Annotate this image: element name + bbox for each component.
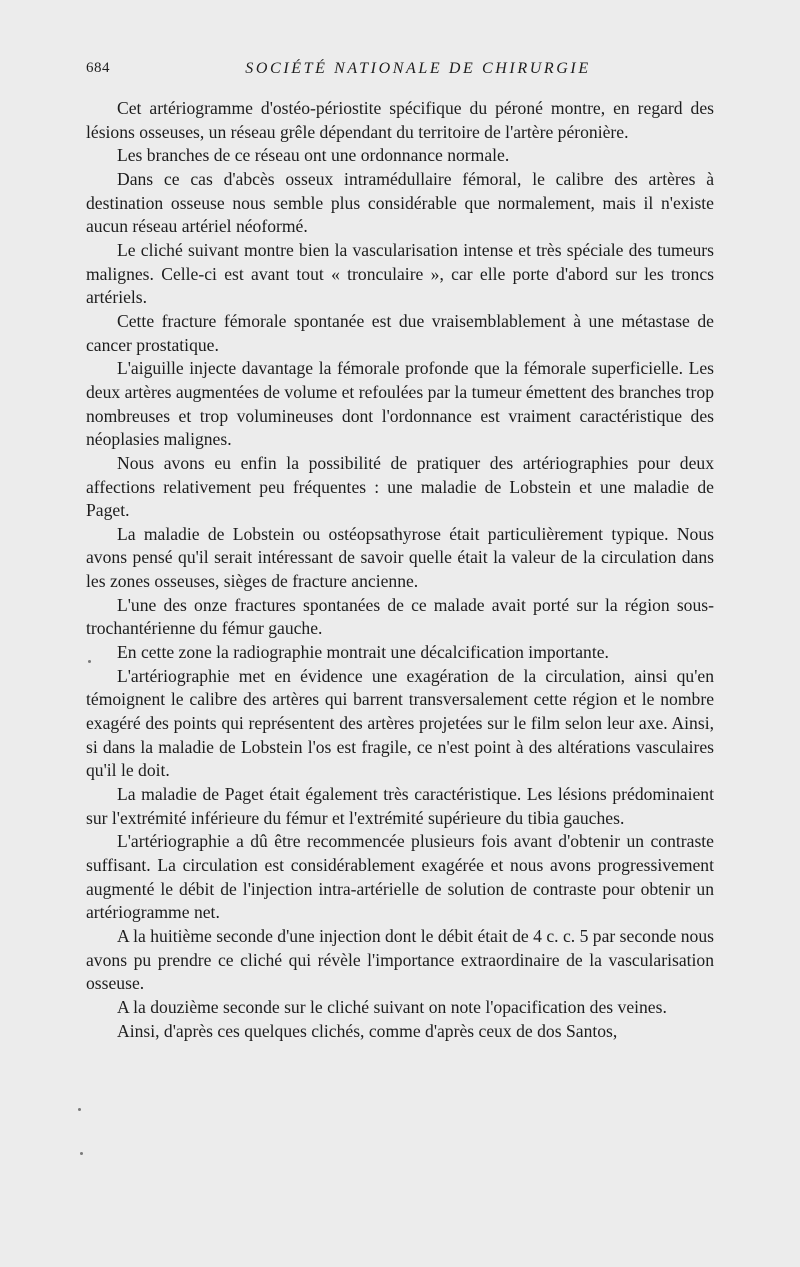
- print-speck: [78, 1108, 81, 1111]
- print-speck: [80, 1152, 83, 1155]
- paragraph: A la huitième seconde d'une injection dont le débit était de 4 c. c. 5 par seconde nous avons pu prendre ce cliché qui révèle l'importance extraordinaire de la vascularisation osseuse.: [86, 925, 714, 994]
- paragraph: La maladie de Paget était également très caractéristique. Les lésions prédominaient sur l'extrémité inférieure du fémur et l'extrémité supérieure du tibia gauches.: [86, 784, 714, 828]
- page-number: 684: [86, 60, 110, 76]
- body-text: [86, 97, 714, 1043]
- paragraph: Nous avons eu enfin la possibilité de pratiquer des artériographies pour deux affections relativement peu fréquentes : une maladie de Lobstein et une maladie de Paget.: [86, 452, 714, 521]
- paragraph: Le cliché suivant montre bien la vascularisation intense et très spéciale des tumeurs malignes. Celle-ci est avant tout « tronculaire », car elle porte d'abord sur les troncs artériels.: [86, 239, 714, 308]
- paragraph: En cette zone la radiographie montrait une décalcification importante.: [117, 642, 609, 663]
- paragraph: Dans ce cas d'abcès osseux intramédullaire fémoral, le calibre des artères à destination osseuse nous semble plus considérable que normalement, mais il n'existe aucun réseau artériel néoformé.: [86, 168, 714, 237]
- paragraph: Les branches de ce réseau ont une ordonnance normale.: [117, 145, 510, 166]
- paragraph: L'aiguille injecte davantage la fémorale profonde que la fémorale superficielle. Les deux artères augmentées de volume et refoulées par la tumeur émettent des branches trop nombreuses et trop volumineuses dont l'ordonnance est vraiment caractéristique des néoplasies malignes.: [86, 358, 714, 450]
- paragraph: L'une des onze fractures spontanées de ce malade avait porté sur la région sous-trochantérienne du fémur gauche.: [86, 594, 714, 639]
- paragraph: La maladie de Lobstein ou ostéopsathyrose était particulièrement typique. Nous avons pensé qu'il serait intéressant de savoir quelle était la valeur de la circulation dans les zones osseuses, sièges de fracture ancienne.: [86, 523, 714, 592]
- running-title: SOCIÉTÉ NATIONALE DE CHIRURGIE: [245, 60, 591, 77]
- paragraph: Cet artériogramme d'ostéo-périostite spécifique du péroné montre, en regard des lésions osseuses, un réseau grêle dépendant du territoire de l'artère péronière.: [86, 98, 714, 142]
- paragraph: L'artériographie a dû être recommencée plusieurs fois avant d'obtenir un contraste suffisant. La circulation est considérablement exagérée et nous avons progressivement augmenté le débit de l'injection intra-artérielle de solution de contraste pour obtenir un artériogramme net.: [86, 831, 714, 923]
- paragraph: Cette fracture fémorale spontanée est due vraisemblablement à une métastase de cancer prostatique.: [86, 310, 714, 355]
- page-header: [86, 60, 720, 84]
- paragraph: Ainsi, d'après ces quelques clichés, comme d'après ceux de dos Santos,: [117, 1020, 618, 1041]
- print-speck: [88, 660, 91, 663]
- paragraph: L'artériographie met en évidence une exagération de la circulation, ainsi qu'en témoignent le calibre des artères qui barrent transversalement cette région et le nombre exagéré des points qui représentent des artères projetées sur le film selon leur axe. Ainsi, si dans la maladie de Lobstein l'os est fragile, ce n'est point à des altérations vasculaires qu'il le doit.: [86, 665, 714, 781]
- paragraph: A la douzième seconde sur le cliché suivant on note l'opacification des veines.: [117, 996, 667, 1017]
